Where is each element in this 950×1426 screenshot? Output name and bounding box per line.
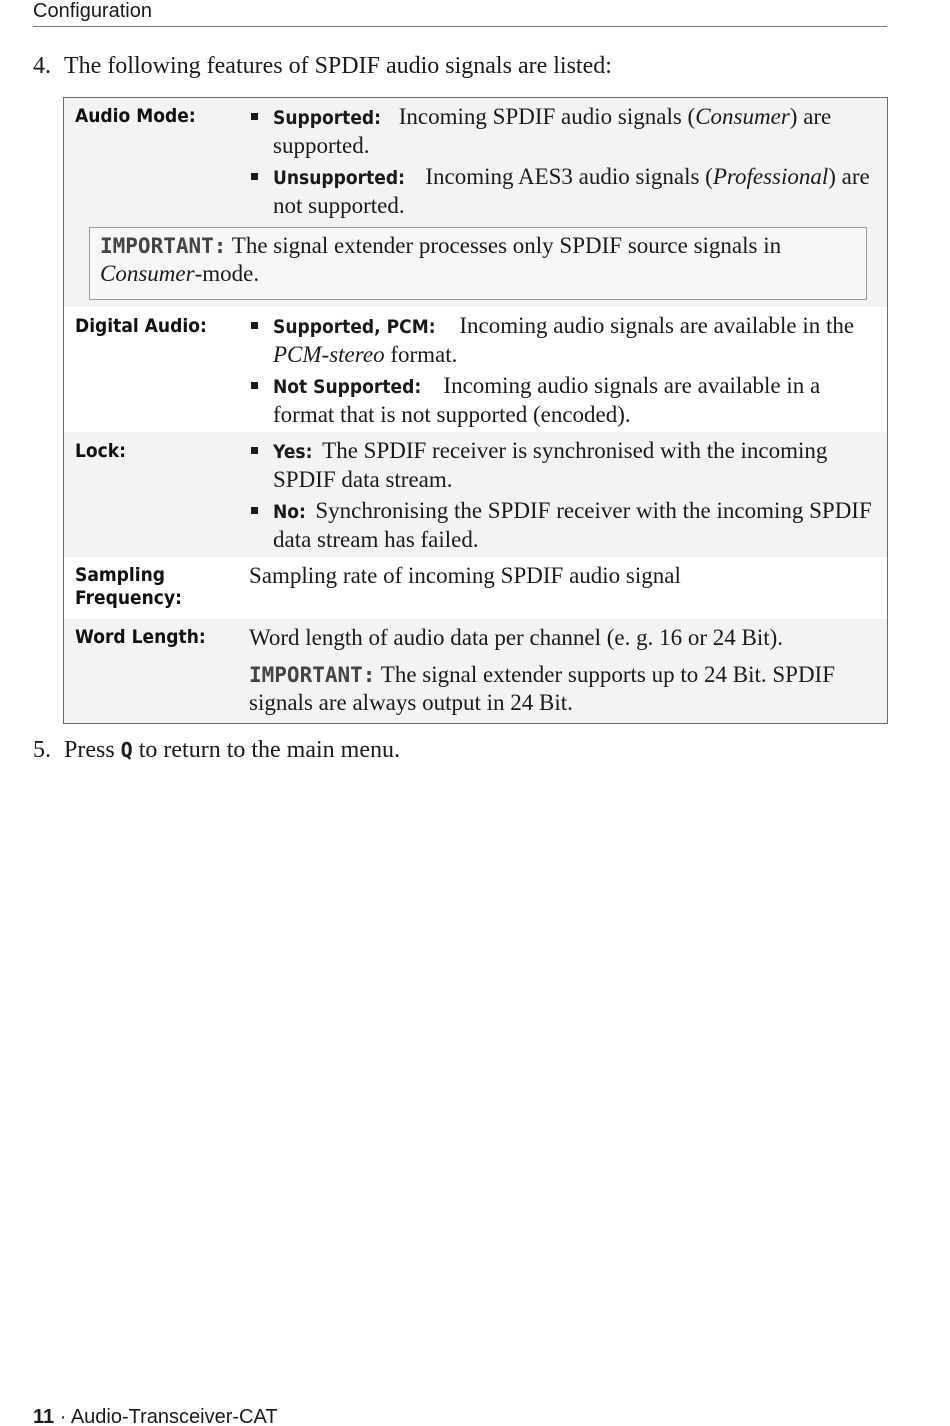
sampling-description: Sampling rate of incoming SPDIF audio signal [249, 563, 681, 588]
feature-table [63, 97, 888, 724]
word-length-content [249, 624, 875, 716]
step-number: 5. [33, 737, 51, 763]
document-title: Audio-Transceiver-CAT [70, 1406, 278, 1426]
label-lock: Lock: [75, 440, 127, 462]
list-item: Yes: The SPDIF receiver is synchronised with the incoming SPDIF data stream. [249, 437, 875, 493]
label-word-length: Word Length: [75, 626, 206, 648]
page-number: 11 [33, 1406, 55, 1426]
row-sampling-frequency [64, 557, 887, 619]
word-length-description: Word length of audio data per channel (e. g. 16 or 24 Bit). [249, 625, 784, 650]
list-item: Unsupported: Incoming AES3 audio signals (Professional) are not supported. [249, 163, 875, 219]
row-word-length [64, 619, 887, 723]
q-key: Q [120, 738, 133, 762]
list-item: Supported, PCM: Incoming audio signals are available in the PCM-stereo format. [249, 312, 875, 368]
important-tag: IMPORTANT: [100, 234, 227, 258]
digital-audio-list [249, 312, 875, 432]
step-number: 4. [33, 53, 51, 79]
step-text: The following features of SPDIF audio signals are listed: [64, 53, 612, 79]
page-footer: 11 · Audio-Transceiver-CAT [33, 1406, 278, 1426]
list-item: Not Supported: Incoming audio signals are available in a format that is not supported (encoded). [249, 372, 875, 428]
row-lock [64, 432, 887, 557]
row-audio-mode [64, 98, 887, 307]
audio-mode-list [249, 103, 875, 223]
row-digital-audio [64, 307, 887, 432]
lock-list [249, 437, 875, 557]
list-item: Supported: Incoming SPDIF audio signals (Consumer) are supported. [249, 103, 875, 159]
step-4 [33, 52, 612, 80]
running-head: Configuration [33, 0, 887, 27]
label-audio-mode: Audio Mode: [75, 105, 196, 127]
important-note: IMPORTANT: The signal extender processes only SPDIF source signals in Consumer-mode. [89, 227, 867, 300]
label-sampling-frequency: Sampling Frequency: [75, 564, 182, 609]
word-length-important: IMPORTANT: The signal extender supports up to 24 Bit. SPDIF signals are always output in 24 Bit. [249, 662, 835, 715]
label-digital-audio: Digital Audio: [75, 315, 207, 337]
list-item: No: Synchronising the SPDIF receiver with the incoming SPDIF data stream has failed. [249, 497, 875, 553]
step-5: 5. Press Q to return to the main menu. [33, 737, 400, 763]
